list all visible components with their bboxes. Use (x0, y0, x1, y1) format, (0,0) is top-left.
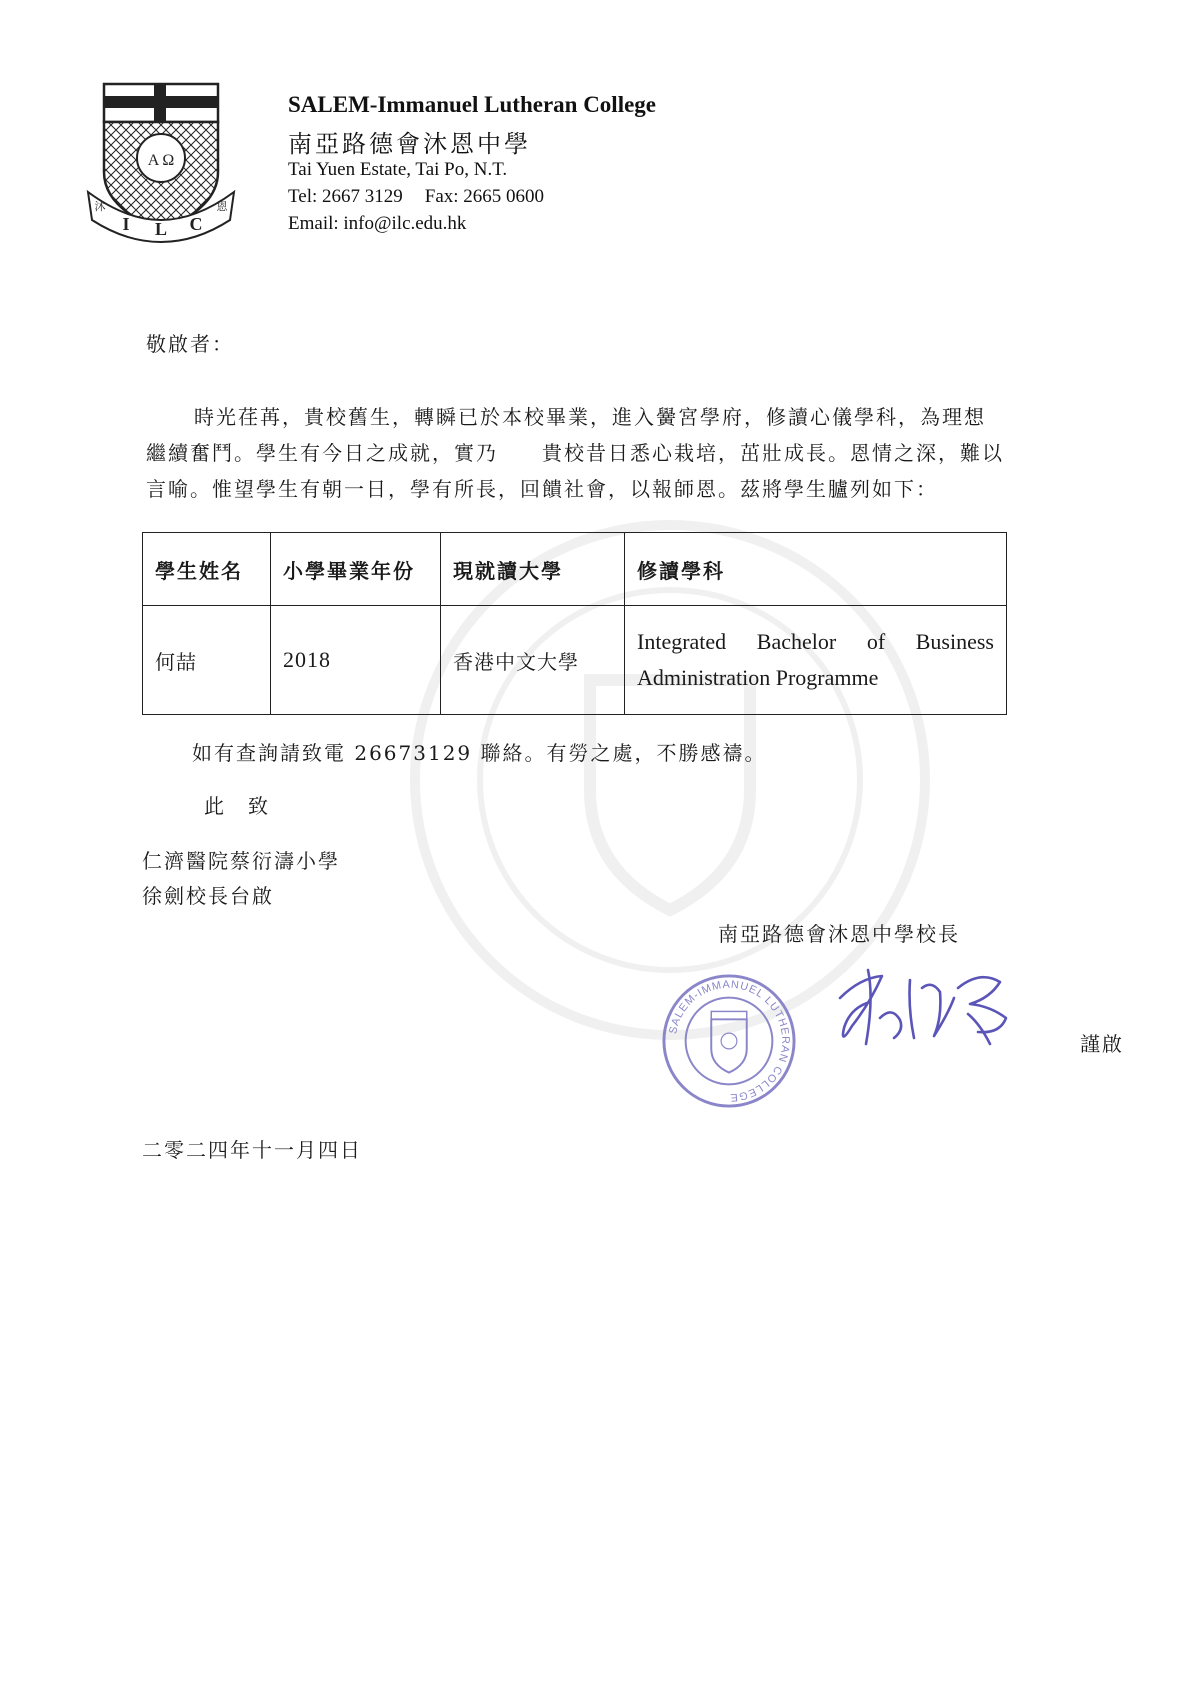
crest-letter-l: L (154, 219, 168, 239)
crest-alpha-omega: A Ω (147, 152, 175, 169)
cell-programme: Integrated Bachelor of Business Administration Programme (625, 606, 1007, 715)
sender-title: 南亞路德會沐恩中學校長 (718, 922, 960, 946)
header-graduation-year: 小學畢業年份 (271, 533, 441, 606)
school-fax: Fax: 2665 0600 (424, 186, 545, 207)
cell-student-name: 何喆 (143, 606, 271, 715)
closing: 此 致 (204, 794, 270, 818)
school-stamp (660, 972, 798, 1110)
student-table (142, 532, 1007, 715)
header-student-name: 學生姓名 (143, 533, 271, 606)
school-contact-line (288, 186, 544, 208)
school-address: Tai Yuen Estate, Tai Po, N.T. (288, 159, 508, 180)
crest-letter-c: C (189, 214, 203, 234)
recipient-name: 徐劍校長台啟 (142, 884, 274, 908)
sign-off: 謹啟 (1080, 1032, 1124, 1056)
cell-graduation-year: 2018 (271, 606, 441, 715)
table-row (143, 606, 1007, 715)
crest-char-left: 沐 (94, 200, 106, 213)
letter-date: 二零二四年十一月四日 (142, 1138, 362, 1162)
body-line-2: 繼續奮鬥。學生有今日之成就，實乃 貴校昔日悉心栽培，茁壯成長。恩情之深，難以 (146, 441, 1004, 465)
crest-letter-i: I (122, 214, 130, 234)
school-name-english: SALEM-Immanuel Lutheran College (288, 92, 656, 117)
cell-university: 香港中文大學 (441, 606, 625, 715)
recipient-school: 仁濟醫院蔡衍濤小學 (142, 849, 340, 873)
crest-char-right: 恩 (216, 200, 228, 213)
school-tel: Tel: 2667 3129 (288, 186, 403, 207)
salutation: 敬啟者： (146, 332, 234, 356)
stamp-ring-text: SALEM-IMMANUEL LUTHERAN COLLEGE (667, 978, 792, 1104)
school-crest-logo (86, 80, 236, 245)
school-email: Email: info@ilc.edu.hk (288, 213, 467, 234)
principal-signature (830, 958, 1016, 1060)
table-header-row (143, 533, 1007, 606)
header-programme: 修讀學科 (625, 533, 1007, 606)
school-name-chinese: 南亞路德會沐恩中學 (288, 130, 531, 158)
body-line-3: 言喻。惟望學生有朝一日，學有所長，回饋社會，以報師恩。茲將學生臚列如下： (146, 477, 938, 501)
enquiry-line: 如有查詢請致電 26673129 聯絡。有勞之處，不勝感禱。 (192, 741, 767, 765)
body-line-1: 時光荏苒，貴校舊生，轉瞬已於本校畢業，進入黌宮學府，修讀心儀學科，為理想 (194, 405, 986, 429)
header-university: 現就讀大學 (441, 533, 625, 606)
